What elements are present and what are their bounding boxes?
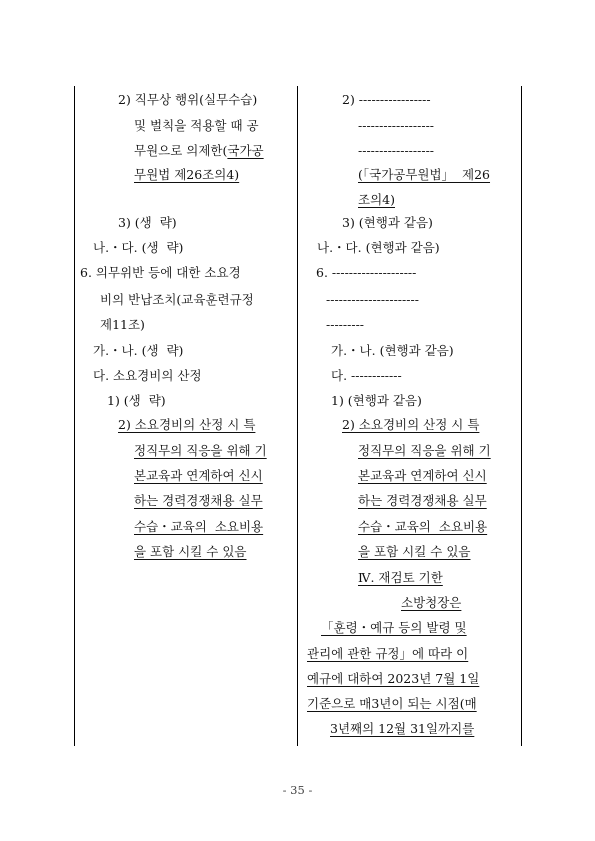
left-line: 가.・나. (생 략) [93, 343, 184, 358]
left-line: 제11조) [100, 317, 145, 332]
left-line: 6. 의무위반 등에 대한 소요경 [80, 265, 241, 280]
right-border-line [521, 86, 522, 746]
right-line: ---------------------- [326, 292, 419, 307]
left-line-underlined: 정직무의 직응을 위해 기 [134, 443, 267, 458]
right-line: 나.・다. (현행과 같음) [317, 240, 440, 255]
left-line [134, 143, 264, 159]
left-line: 및 벌칙을 적용할 때 공 [134, 118, 259, 133]
right-line: 다. ------------ [331, 368, 402, 383]
right-line: ------------------ [358, 143, 435, 158]
left-line-underlined: 무원법 제26조의4) [134, 167, 240, 182]
left-line-underlined: 2) 소요경비의 산정 시 특 [118, 417, 256, 432]
right-line-underlined: 기준으로 매3년이 되는 시점(매 [307, 696, 477, 711]
left-line-underlined: 하는 경력경쟁채용 실무 [134, 493, 263, 508]
right-line: ------------------ [358, 118, 435, 133]
left-line: 나.・다. (생 략) [93, 240, 184, 255]
left-line-part-underlined: 국가공 [227, 143, 264, 158]
left-line: 1) (생 략) [107, 393, 166, 408]
right-line-underlined: 관리에 관한 규정」에 따라 이 [307, 646, 469, 661]
right-line-underlined: 예규에 대하여 2023년 7월 1일 [307, 671, 480, 686]
right-line-underlined: 3년째의 12월 31일까지를 [330, 721, 475, 736]
right-line-underlined: 2) 소요경비의 산정 시 특 [342, 417, 480, 432]
left-line: 비의 반납조치(교육훈련규정 [100, 292, 254, 307]
right-line: --------- [326, 317, 365, 332]
column-divider-line [297, 86, 298, 746]
right-line-underlined: (「국가공무원법」 제26 [358, 167, 491, 182]
section-heading: Ⅳ. 재검토 기한 [358, 570, 443, 585]
left-line-underlined: 수습・교육의 소요비용 [134, 519, 264, 534]
left-line: 다. 소요경비의 산정 [93, 368, 202, 383]
right-line-underlined: 하는 경력경쟁채용 실무 [358, 493, 487, 508]
left-line: 2) 직무상 행위(실무수습) [118, 92, 258, 107]
right-line: 가.・나. (현행과 같음) [331, 343, 454, 358]
right-line: 3) (현행과 같음) [342, 215, 433, 230]
right-line-underlined: 조의4) [358, 192, 395, 207]
right-line-underlined: 본교육과 연계하여 신시 [358, 468, 487, 483]
right-line-underlined: 정직무의 직응을 위해 기 [358, 443, 491, 458]
right-line: 1) (현행과 같음) [331, 393, 422, 408]
left-line-underlined: 을 포함 시킬 수 있음 [134, 544, 247, 559]
left-border-line [74, 86, 75, 746]
left-line: 3) (생 략) [118, 215, 177, 230]
right-line-underlined: 수습・교육의 소요비용 [358, 519, 488, 534]
right-line-underlined: 을 포함 시킬 수 있음 [358, 544, 471, 559]
right-line-underlined: 「훈령・예규 등의 발령 및 [321, 620, 467, 635]
page-number: - 35 - [282, 783, 313, 797]
right-line: 2) ----------------- [342, 92, 431, 107]
left-line-underlined: 본교육과 연계하여 신시 [134, 468, 263, 483]
left-line-part: 무원으로 의제한( [134, 143, 228, 158]
right-line-underlined: 소방청장은 [401, 595, 462, 610]
right-line: 6. -------------------- [316, 265, 417, 280]
